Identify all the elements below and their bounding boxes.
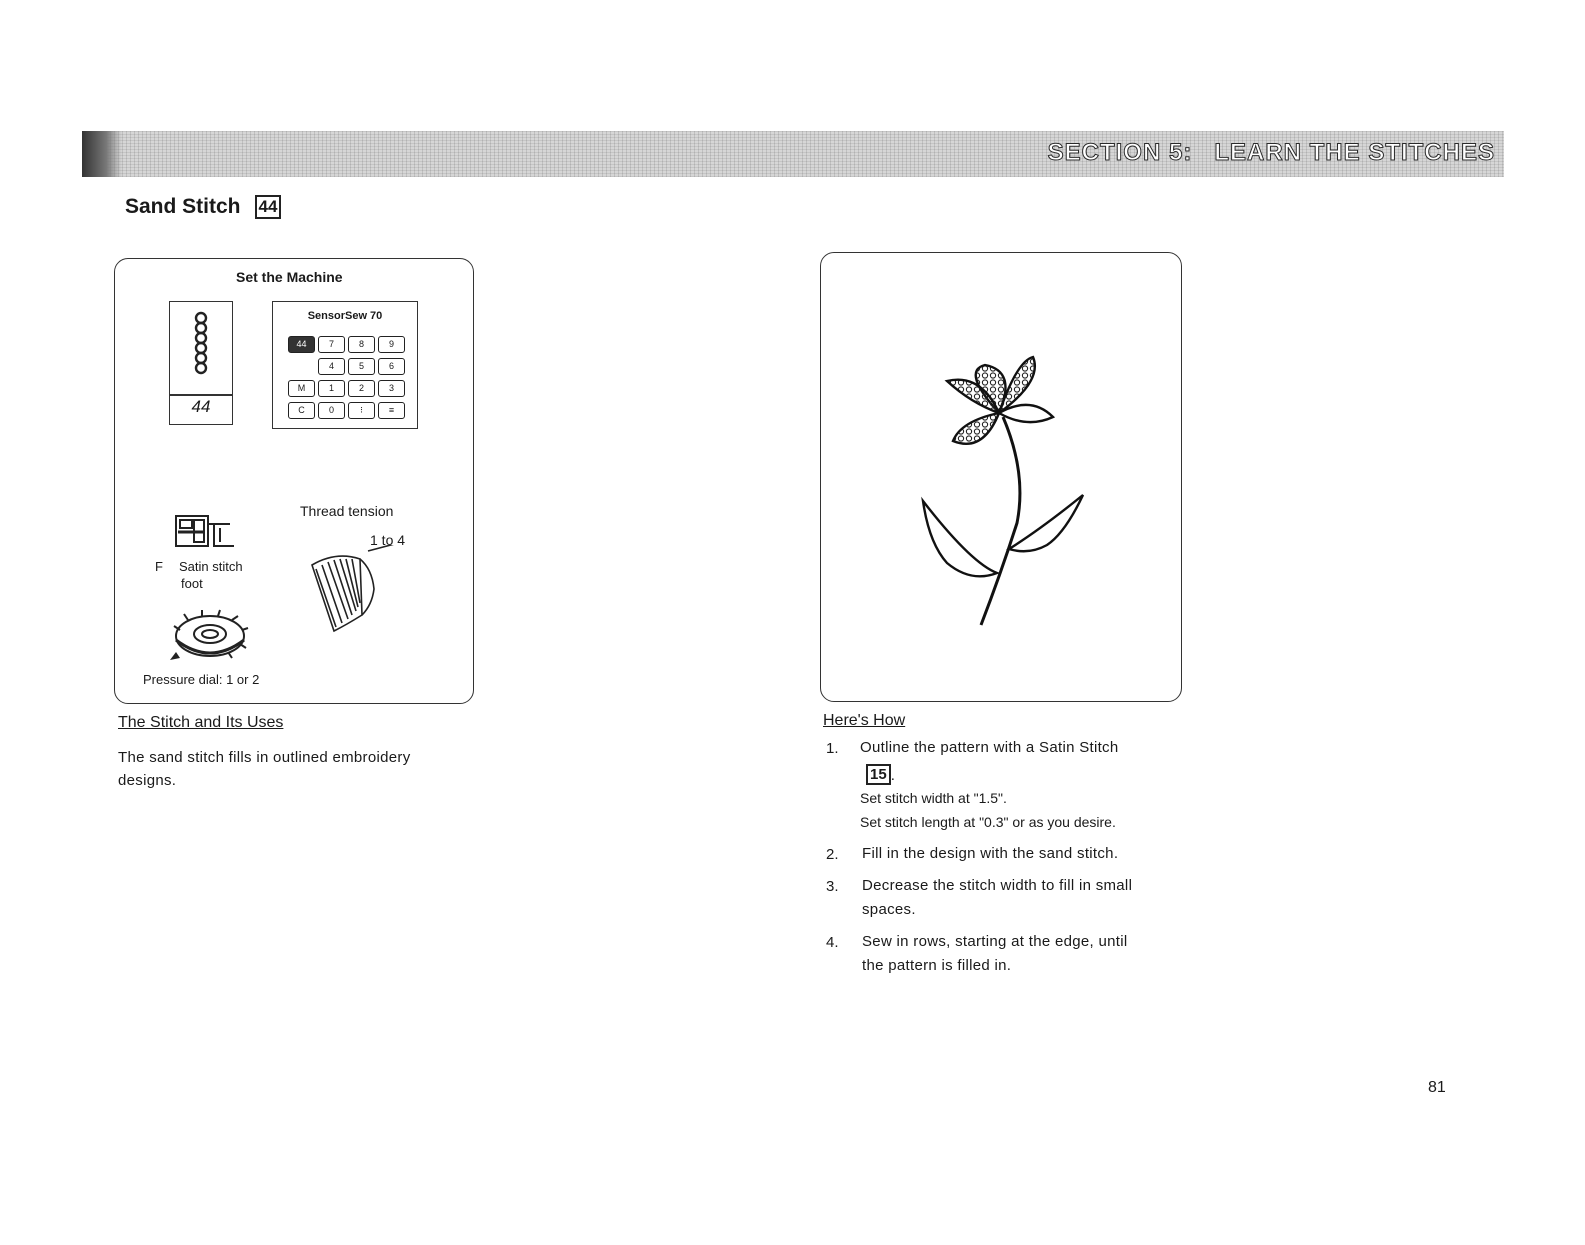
page-number: 81 [1428,1079,1446,1096]
keypad-key-dots-icon: ⁝ [348,402,375,419]
step-text: Fill in the design with the sand stitch. [862,845,1119,862]
step-substep: Set stitch width at "1.5". [860,790,1007,806]
pressure-dial-label: Pressure dial: 1 or 2 [143,672,260,687]
stitch-number-badge: 44 [255,195,282,219]
keypad-key-6: 6 [378,358,405,375]
page-title [125,195,281,219]
step-text-continued: the pattern is filled in. [862,957,1012,974]
foot-letter: F [155,559,163,574]
presser-foot-icon [174,512,244,552]
illustration-panel [820,252,1182,702]
keypad-key-0: 0 [318,402,345,419]
panel-title: Set the Machine [236,269,343,285]
keypad-key-m: M [288,380,315,397]
section-name: LEARN THE STITCHES [1214,139,1495,166]
foot-label-line2: foot [181,576,203,591]
step-number: 2. [826,846,839,863]
page-title-text: Sand Stitch [125,195,241,218]
keypad-key-4: 4 [318,358,345,375]
tension-dial-icon [306,545,406,635]
keypad-model-title: SensorSew 70 [307,310,383,322]
flower-embroidery-illustration [821,253,1181,701]
keypad-key-5: 5 [348,358,375,375]
keypad-key-7: 7 [318,336,345,353]
tension-value: 1 to 4 [370,532,406,548]
step-reference: 15 . [866,764,895,785]
uses-heading: The Stitch and Its Uses [118,714,284,731]
step-substep: Set stitch length at "0.3" or as you desire. [860,814,1116,830]
keypad-key-memory-icon: ≡ [378,402,405,419]
step-number: 1. [826,740,839,757]
display-stitch-number: 44 [191,397,211,416]
keypad-key-3: 3 [378,380,405,397]
satin-stitch-number-badge: 15 [866,764,891,785]
foot-label-line1: Satin stitch [179,559,243,574]
step-number: 4. [826,934,839,951]
display-divider [169,394,233,396]
keypad-key-c: C [288,402,315,419]
banner-dark-edge [82,131,122,177]
step-text-continued: spaces. [862,901,916,918]
uses-body-line2: designs. [118,772,177,789]
step-text: Sew in rows, starting at the edge, until [862,933,1128,950]
keypad-key-44: 44 [288,336,315,353]
section-title [1026,139,1495,167]
step-text: Decrease the stitch width to fill in small [862,877,1133,894]
sand-stitch-pattern-icon [170,302,232,394]
step-number: 3. [826,878,839,895]
keypad-key-8: 8 [348,336,375,353]
pressure-dial-icon [162,604,258,668]
uses-body [118,746,488,792]
foot-label [155,558,243,592]
step-text: Outline the pattern with a Satin Stitch [860,739,1119,756]
section-number: SECTION 5: [1047,139,1193,166]
thread-tension-label: Thread tension [300,503,394,519]
keypad-key-1: 1 [318,380,345,397]
uses-body-line1: The sand stitch fills in outlined embroidery [118,749,411,766]
keypad-key-2: 2 [348,380,375,397]
keypad-key-9: 9 [378,336,405,353]
how-to-heading: Here's How [823,712,906,729]
